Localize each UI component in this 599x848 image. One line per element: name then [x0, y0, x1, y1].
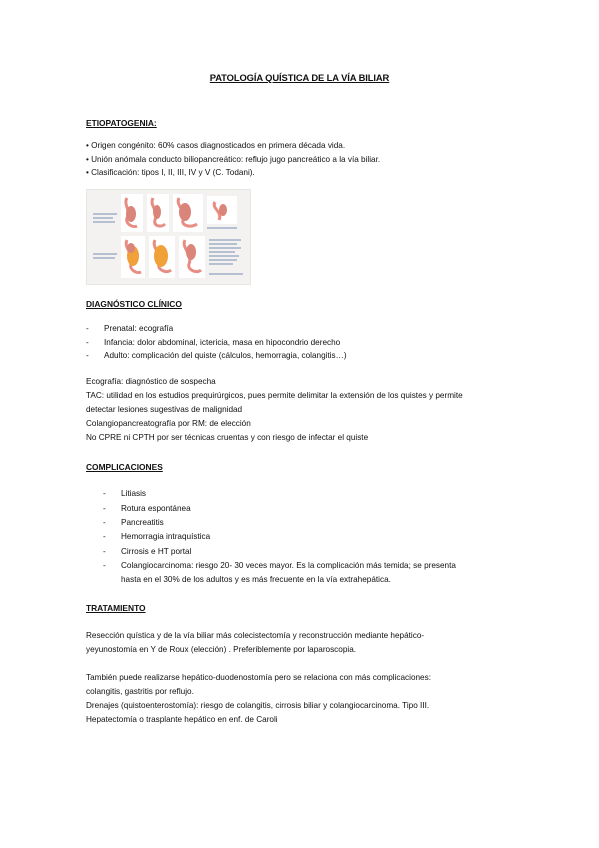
tratamiento-line-6: Hepatectomía o trasplante hepático en enf. de Caroli — [86, 715, 278, 724]
diagnostico-item-2: Infancia: dolor abdominal, ictericia, masa en hipocondrio derecho — [104, 338, 341, 347]
diagnostico-item-1: Prenatal: ecografía — [104, 324, 174, 333]
complicaciones-item-5: Cirrosis e HT portal — [121, 547, 192, 556]
diagnostico-line-1: Ecografía: diagnóstico de sospecha — [86, 377, 216, 386]
section-heading-diagnostico: DIAGNÓSTICO CLÍNICO — [86, 299, 182, 309]
list-bullet: - — [103, 489, 106, 498]
cyst-shape — [179, 203, 191, 221]
todani-diagram — [87, 190, 250, 284]
etiopatogenia-line-1: • Origen congénito: 60% casos diagnosticados en primera década vida. — [86, 141, 346, 150]
complicaciones-item-1: Litiasis — [121, 489, 147, 498]
list-bullet: - — [103, 518, 106, 527]
cyst-shape — [219, 204, 227, 216]
list-bullet: - — [103, 532, 106, 541]
cyst-shape — [186, 244, 196, 260]
tratamiento-line-3: También puede realizarse hepático-duodenostomía pero se relaciona con más complicaciones: — [86, 673, 431, 682]
complicaciones-item-2: Rotura espontánea — [121, 504, 191, 513]
list-bullet: - — [103, 561, 106, 570]
list-bullet: - — [103, 547, 106, 556]
etiopatogenia-line-2: • Unión anómala conducto biliopancreático: reflujo jugo pancreático a la vía biliar. — [86, 155, 381, 164]
diagnostico-item-3: Adulto: complicación del quiste (cálculos, hemorragia, colangitis…) — [104, 351, 347, 360]
tratamiento-line-2: yeyunostomía en Y de Roux (elección) . Preferiblemente por laparoscopia. — [86, 645, 357, 654]
list-bullet: - — [86, 338, 89, 347]
diagnostico-line-5: No CPRE ni CPTH por ser técnicas cruentas y con riesgo de infectar el quiste — [86, 433, 369, 442]
diagnostico-line-2: TAC: utilidad en los estudios prequirúrgicos, pues permite delimitar la extensión de los quistes y permite — [86, 391, 463, 400]
cyst-shape — [127, 243, 135, 253]
todani-classification-figure — [86, 189, 251, 285]
complicaciones-item-6-continuation: hasta en el 30% de los adultos y es más frecuente en la vía extrahepática. — [121, 575, 391, 584]
diagnostico-line-4: Colangiopancreatografía por RM: de elección — [86, 419, 251, 428]
cyst-shape — [154, 245, 168, 267]
section-heading-complicaciones: COMPLICACIONES — [86, 462, 163, 472]
complicaciones-item-3: Pancreatitis — [121, 518, 164, 527]
page-title: PATOLOGÍA QUÍSTICA DE LA VÍA BILIAR — [209, 72, 390, 83]
etiopatogenia-line-3: • Clasificación: tipos I, II, III, IV y V (C. Todani). — [86, 168, 255, 177]
complicaciones-item-6: Colangiocarcinoma: riesgo 20- 30 veces mayor. Es la complicación más temida; se presenta — [121, 561, 456, 570]
tratamiento-line-4: colangitis, gastritis por reflujo. — [86, 687, 194, 696]
list-bullet: - — [86, 324, 89, 333]
section-heading-etiopatogenia: ETIOPATOGENIA: — [86, 118, 157, 128]
cyst-shape — [126, 206, 136, 222]
section-heading-tratamiento: TRATAMIENTO — [86, 603, 146, 613]
cyst-shape — [153, 205, 161, 219]
tratamiento-line-1: Resección quística y de la vía biliar más colecistectomía y reconstrucción mediante hepático- — [86, 631, 425, 640]
complicaciones-item-4: Hemorragia intraquística — [121, 532, 211, 541]
tratamiento-line-5: Drenajes (quistoenterostomía): riesgo de colangitis, cirrosis biliar y colangiocarcinoma. Tipo III. — [86, 701, 430, 710]
list-bullet: - — [86, 351, 89, 360]
list-bullet: - — [103, 504, 106, 513]
diagnostico-line-3: detectar lesiones sugestivas de malignidad — [86, 405, 243, 414]
